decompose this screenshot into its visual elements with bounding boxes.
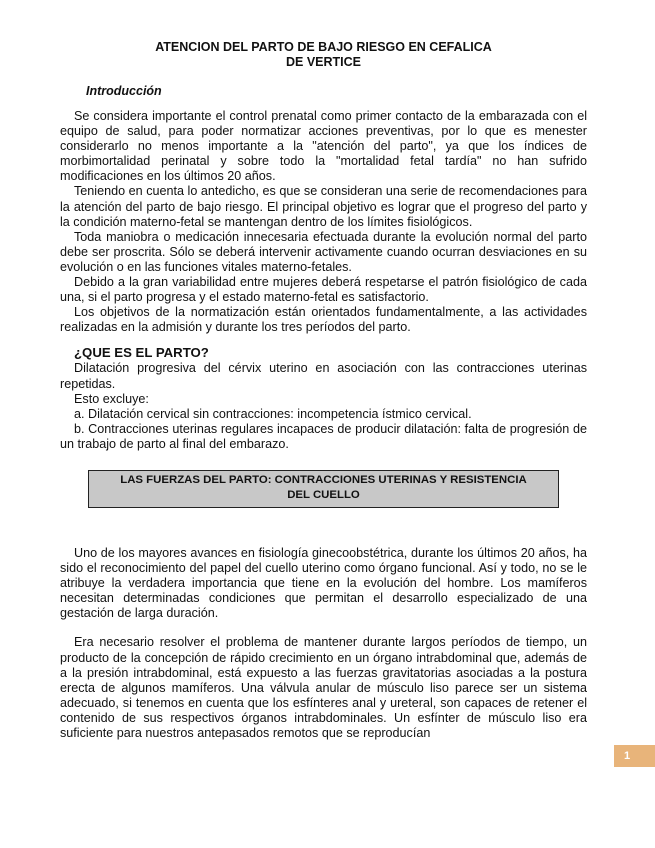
title-line-1: ATENCION DEL PARTO DE BAJO RIESGO EN CEFALICA [155,40,492,54]
body-paragraph: Uno de los mayores avances en fisiología ginecoobstétrica, durante los últimos 20 años, ha sido el reconocimiento del papel del cuello uterino como órgano funcional. Así y todo, no se le atribuye la verdadera importancia que tiene en la evolución del hombre. Los mamíferos necesitan determinadas condiciones que permitan el desarrollo especializado de una gestación de larga duración. [60,545,587,621]
body-paragraph: Era necesario resolver el problema de mantener durante largos períodos de tiempo, un producto de la concepción de rápido crecimiento en un órgano intrabdominal que, además de a la presión intrabdominal, está expuesto a las fuerzas gravitatorias asociadas a la postura erecta de algunos mamíferos. Una válvula anular de músculo liso parece ser un sistema adecuado, si tenemos en cuenta que los esfínteres anal y ureteral, son capaces de retener el contenido de sus respectivos órganos intrabdominales. Un esfínter de músculo liso era suficiente para nuestros antepasados remotos que se reproducían [60,635,587,740]
section-heading: ¿QUE ES EL PARTO? [74,345,209,361]
title-line-2: DE VERTICE [285,55,361,69]
section-paragraph: Esto excluye: [74,391,149,406]
intro-paragraph: Se considera importante el control prenatal como primer contacto de la embarazada con el equipo de salud, para poder normatizar acciones preventivas, por lo que es menester considerarlo no menos importante a la "atención del parto", ya que los índices de morbimortalidad perinatal y sobre todo la "mortalidad fetal tardía" no han sufrido modificaciones en los últimos 20 años. [60,109,587,184]
document-title [60,40,587,70]
box-line-1: LAS FUERZAS DEL PARTO: CONTRACCIONES UTERINAS Y RESISTENCIA [120,473,527,486]
section-paragraph: Dilatación progresiva del cérvix uterino en asociación con las contracciones uterinas repetidas. [60,361,587,391]
intro-paragraph: Toda maniobra o medicación innecesaria efectuada durante la evolución normal del parto debe ser proscrita. Sólo se deberá intervenir activamente cuando ocurran desviaciones en su evolución o en las funciones vitales materno-fetales. [60,229,587,274]
intro-heading: Introducción [86,84,162,98]
section-paragraph: b. Contracciones uterinas regulares incapaces de producir dilatación: falta de progresión de un trabajo de parto al final del embarazo. [60,421,587,451]
section-paragraph: a. Dilatación cervical sin contracciones: incompetencia ístmico cervical. [74,406,472,421]
section-box-heading [88,470,559,508]
intro-paragraph: Debido a la gran variabilidad entre mujeres deberá respetarse el patrón fisiológico de cada una, si el parto progresa y el estado materno-fetal es satisfactorio. [60,275,587,305]
document-page [60,40,587,741]
intro-paragraph: Teniendo en cuenta lo antedicho, es que se consideran una serie de recomendaciones para la atención del parto de bajo riesgo. El principal objetivo es lograr que el progreso del parto y la condición materno-fetal se mantengan dentro de los límites fisiológicos. [60,184,587,229]
intro-paragraph: Los objetivos de la normatización están orientados fundamentalmente, a las actividades realizadas en la admisión y durante los tres períodos del parto. [60,305,587,335]
page-number-tab: 1 [614,745,655,767]
box-line-2: DEL CUELLO [287,488,360,501]
